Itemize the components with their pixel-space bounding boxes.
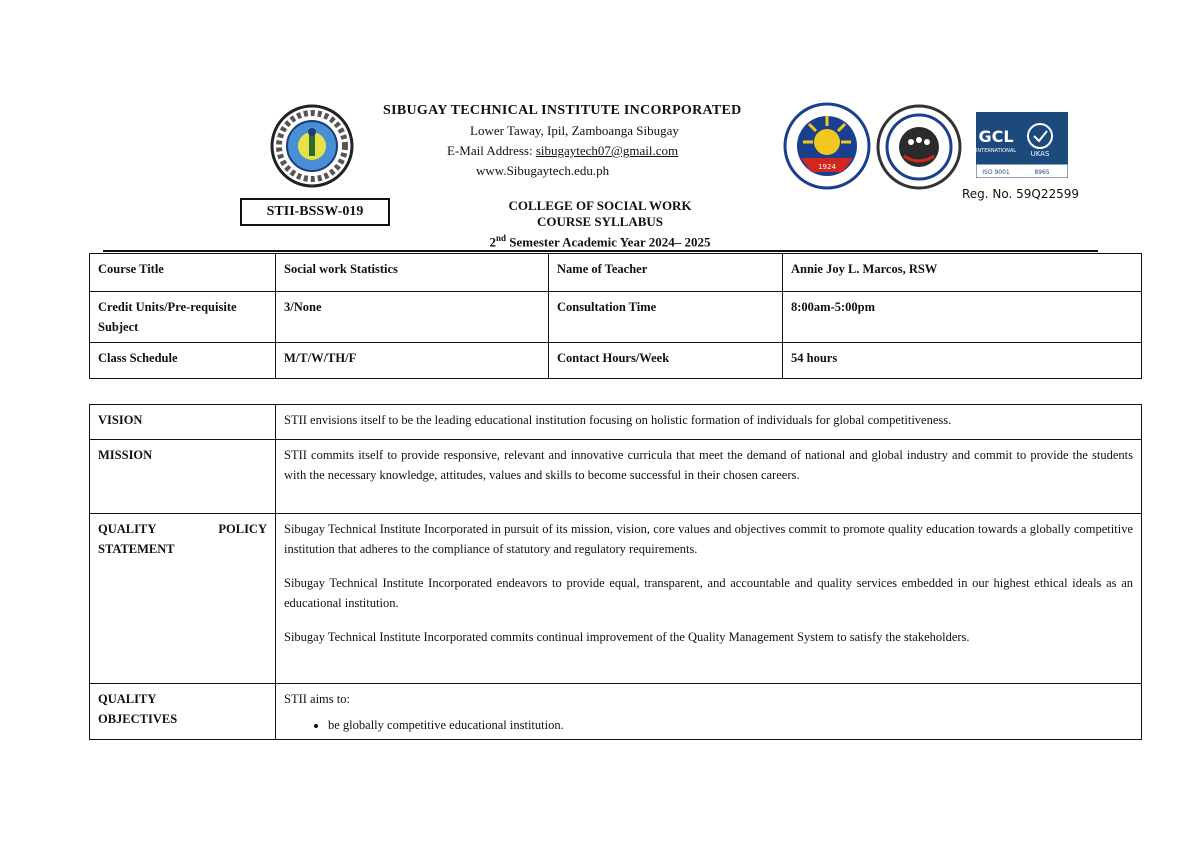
svg-text:ISO 9001: ISO 9001: [982, 169, 1010, 176]
quality-objectives-text: STII aims to: • be globally competitive educational institution.: [276, 684, 1142, 740]
vision-row: [90, 405, 1142, 440]
institution-name: SIBUGAY TECHNICAL INSTITUTE INCORPORATED: [383, 103, 742, 118]
registration-number: Reg. No. 59Q22599: [962, 187, 1080, 201]
quality-policy-label: QUALITY POLICY STATEMENT: [90, 514, 276, 684]
syllabus-title-block: [430, 198, 770, 250]
document-code: STII-BSSW-019: [266, 204, 364, 219]
table-row: Class Schedule M/T/W/TH/F Contact Hours/Week 54 hours: [90, 343, 1142, 379]
mission-text: STII commits itself to provide responsive, relevant and innovative curricula that meet the demand of national and global industry and commit to provide the students with the necessary knowledge, attitudes, values and skills to become successful in their chosen careers.: [276, 440, 1142, 514]
svg-text:UKAS: UKAS: [1030, 150, 1050, 158]
semester-line: 2nd Semester Academic Year 2024– 2025: [489, 233, 711, 250]
vision-label: VISION: [90, 405, 276, 440]
quality-policy-row: [90, 514, 1142, 684]
institute-logo: [270, 104, 354, 188]
email-link[interactable]: sibugaytech07@gmail.com: [535, 143, 679, 158]
quality-objectives-label: QUALITY OBJECTIVES: [90, 684, 276, 740]
table-row: Credit Units/Pre-requisite Subject 3/None Consultation Time 8:00am-5:00pm: [90, 292, 1142, 343]
ched-seal-logo: [783, 102, 871, 190]
institution-email-line: [447, 143, 678, 159]
document-type: COURSE SYLLABUS: [536, 214, 664, 229]
college-name: COLLEGE OF SOCIAL WORK: [508, 198, 692, 213]
document-code-box: [240, 198, 390, 226]
course-info-table: [89, 253, 1142, 379]
quality-policy-text: Sibugay Technical Institute Incorporated in pursuit of its mission, vision, core values and objectives commit to promote quality education towards a globally competitive institution that adheres to the compliance of statutory and regulatory requirements. Sibugay Technical Institute Incorporated endeavors to provide equal, transparent, and accountable and quality services embedded in our highest ethical ideals as an educational institution. Sibugay Technical Institute Incorporated commits continual improvement of the Quality Management System to satisfy the stakeholders.: [276, 514, 1142, 684]
header-divider: [103, 250, 1098, 252]
institution-address: Lower Taway, Ipil, Zamboanga Sibugay: [470, 123, 679, 138]
email-label: E-Mail Address:: [447, 143, 533, 158]
vision-mission-table: [89, 404, 1142, 740]
svg-text:8965: 8965: [1034, 169, 1050, 176]
objectives-list: [284, 715, 1133, 735]
table-row: Course Title Social work Statistics Name of Teacher Annie Joy L. Marcos, RSW: [90, 254, 1142, 292]
institute-alt-logo: [876, 104, 962, 190]
mission-row: [90, 440, 1142, 514]
vision-text: STII envisions itself to be the leading educational institution focusing on holistic formation of individuals for global competitiveness.: [276, 405, 1142, 440]
quality-objectives-row: [90, 684, 1142, 740]
svg-text:GCL: GCL: [978, 127, 1014, 146]
institution-website[interactable]: www.Sibugaytech.edu.ph: [476, 163, 610, 178]
mission-label: MISSION: [90, 440, 276, 514]
svg-text:INTERNATIONAL: INTERNATIONAL: [976, 148, 1017, 154]
svg-text:1924: 1924: [818, 163, 836, 171]
list-item: • be globally competitive educational institution.: [328, 715, 1133, 735]
gcl-ukas-certification-logo: [976, 112, 1068, 178]
